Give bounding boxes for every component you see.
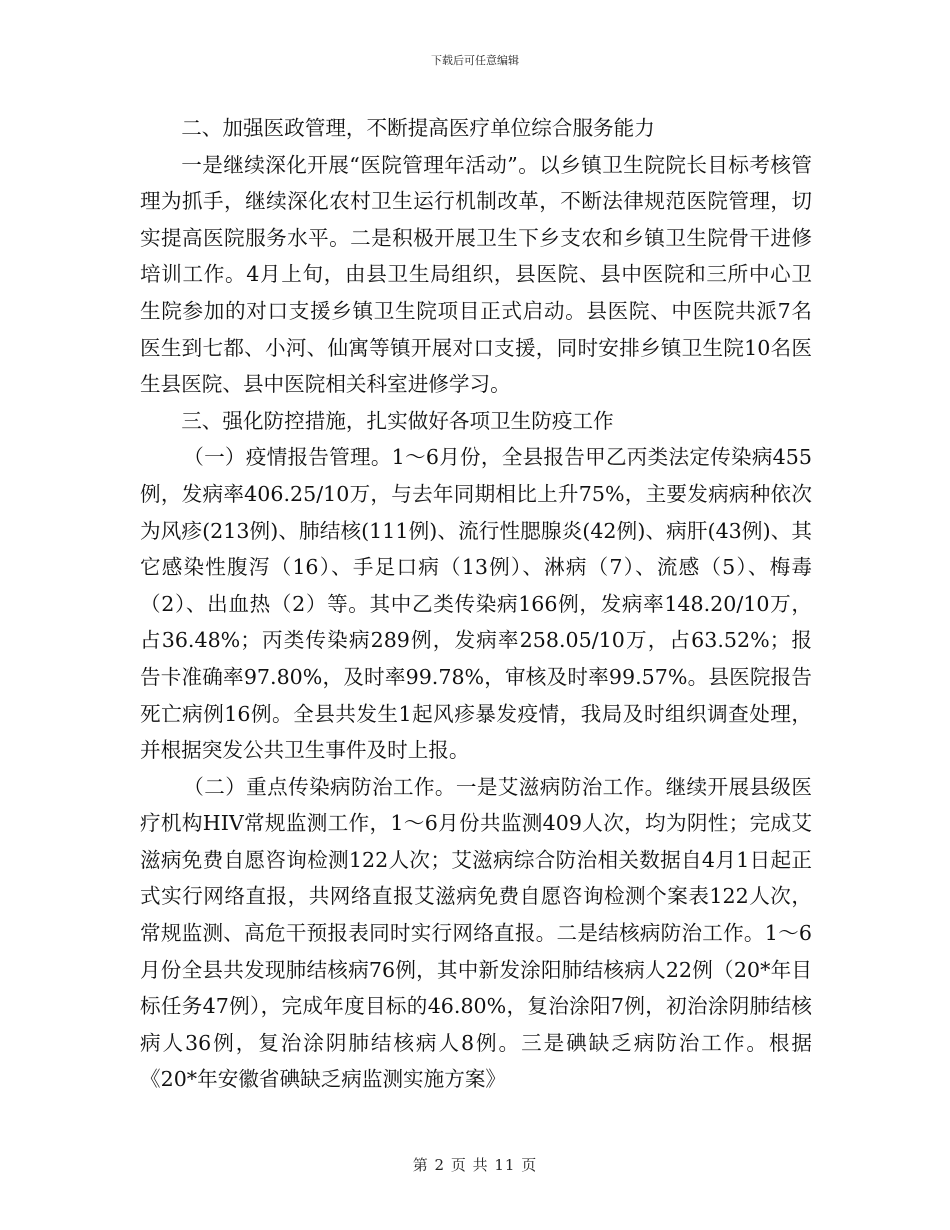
section-heading-3: 三、强化防控措施，扎实做好各项卫生防疫工作 [181,408,614,433]
paragraph-medical-management: 一是继续深化开展“医院管理年活动”。以乡镇卫生院院长目标考核管理为抓手，继续深化农村卫生运行机制改革，不断法律规范医院管理，切实提高医院服务水平。二是积极开展卫生下乡支农和乡镇卫生院骨干进修培训工作。4月上旬，由县卫生局组织，县医院、县中医院和三所中心卫生院参加的对口支援乡镇卫生院项目正式启动。县医院、中医院共派7名医生到七都、小河、仙寓等镇开展对口支援，同时安排乡镇卫生院10名医生县医院、县中医院相关科室进修学习。 [140,152,812,397]
document-body [140,110,812,1098]
paragraph-key-diseases: （二）重点传染病防治工作。一是艾滋病防治工作。继续开展县级医疗机构HIV常规监测工作，1～6月份共监测409人次，均为阴性；完成艾滋病免费自愿咨询检测122人次；艾滋病综合防治相关数据自4月1日起正式实行网络直报，共网络直报艾滋病免费自愿咨询检测个案表122人次，常规监测、高危干预报表同时实行网络直报。二是结核病防治工作。1～6月份全县共发现肺结核病76例，其中新发涂阳肺结核病人22例（20*年目标任务47例），完成年度目标的46.80%，复治涂阳7例，初治涂阴肺结核病人36例，复治涂阴肺结核病人8例。三是碘缺乏病防治工作。根据《20*年安徽省碘缺乏病监测实施方案》 [140,774,812,1092]
page-header-note: 下载后可任意编辑 [431,54,519,67]
page-number-footer: 第 2 页 共 11 页 [412,1156,538,1174]
paragraph-epidemic-report: （一）疫情报告管理。1～6月份，全县报告甲乙丙类法定传染病455例，发病率406.25/10万，与去年同期相比上升75%，主要发病病种依次为风疹(213例)、肺结核(111例)、流行性腮腺炎(42例)、病肝(43例)、其它感染性腹泻（16）、手足口病（13例）、淋病（7）、流感（5）、梅毒（2）、出血热（2）等。其中乙类传染病166例，发病率148.20/10万，占36.48%；丙类传染病289例，发病率258.05/10万，占63.52%；报告卡准确率97.80%，及时率99.78%，审核及时率99.57%。县医院报告死亡病例16例。全县共发生1起风疹暴发疫情，我局及时组织调查处理，并根据突发公共卫生事件及时上报。 [140,445,812,763]
section-heading-2: 二、加强医政管理，不断提高医疗单位综合服务能力 [181,116,655,140]
